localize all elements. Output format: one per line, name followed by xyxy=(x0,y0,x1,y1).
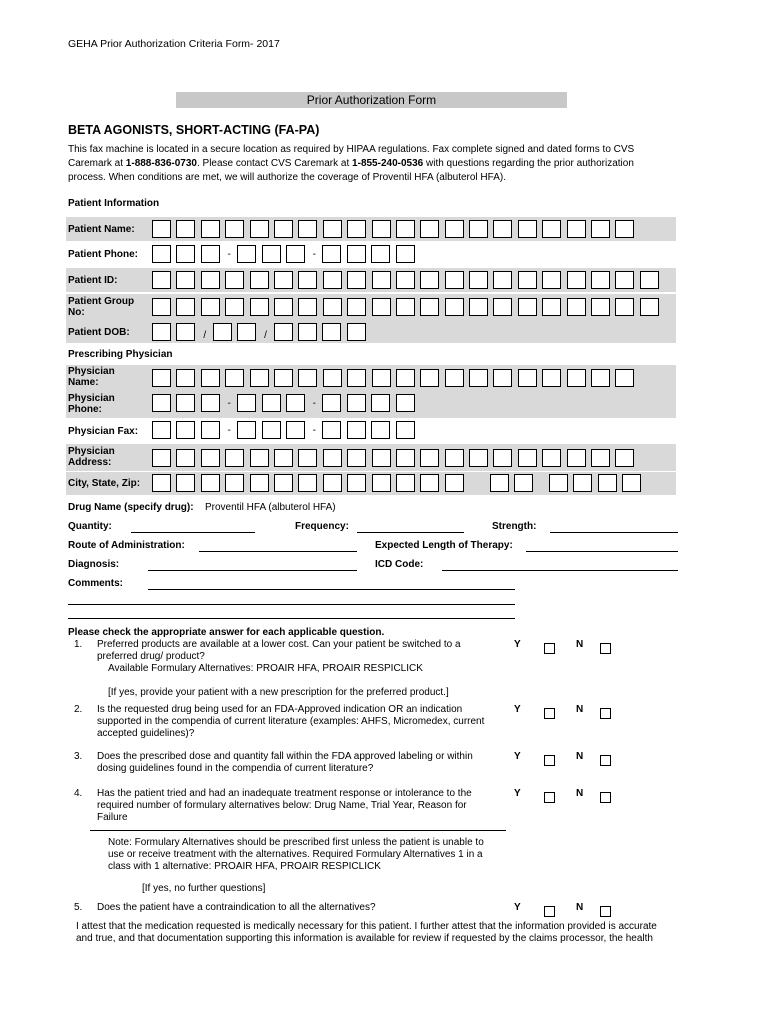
char-box[interactable] xyxy=(445,474,464,492)
fax-number: 1-888-836-0730 xyxy=(125,158,197,169)
char-box[interactable] xyxy=(237,323,256,341)
char-box[interactable] xyxy=(396,271,415,289)
char-box[interactable] xyxy=(549,474,568,492)
physician-phone-row xyxy=(66,391,676,418)
drug-name-label: Drug Name (specify drug): xyxy=(68,502,194,513)
slash-separator: / xyxy=(264,330,267,341)
patient-group-row xyxy=(66,294,676,320)
questions-heading: Please check the appropriate answer for each applicable question. xyxy=(68,627,385,638)
q1-no-checkbox[interactable] xyxy=(600,643,611,654)
q4-no-label: N xyxy=(576,788,584,799)
char-box[interactable] xyxy=(323,298,342,316)
char-box[interactable] xyxy=(201,369,220,387)
char-box[interactable] xyxy=(274,323,293,341)
q4-yes-label: Y xyxy=(514,788,521,799)
char-box[interactable] xyxy=(542,449,561,467)
question-2-text xyxy=(97,704,497,740)
char-box[interactable] xyxy=(152,271,171,289)
char-box[interactable] xyxy=(518,449,537,467)
patient-id-label: Patient ID: xyxy=(68,275,118,286)
patient-group-label-1: Patient Group xyxy=(68,296,135,307)
strength-field[interactable] xyxy=(550,532,678,533)
q3-no-label: N xyxy=(576,751,584,762)
char-box[interactable] xyxy=(445,271,464,289)
char-box[interactable] xyxy=(225,271,244,289)
physician-phone-label-2: Phone: xyxy=(68,404,102,415)
physician-name-boxes[interactable] xyxy=(152,369,640,387)
char-box[interactable] xyxy=(225,474,244,492)
icd-code-field[interactable] xyxy=(442,570,678,571)
q3-yes-label: Y xyxy=(514,751,521,762)
patient-name-boxes[interactable] xyxy=(152,220,640,238)
physician-address-boxes[interactable] xyxy=(152,449,640,467)
char-box[interactable] xyxy=(445,369,464,387)
char-box[interactable] xyxy=(493,220,512,238)
char-box[interactable] xyxy=(323,369,342,387)
char-box[interactable] xyxy=(250,449,269,467)
zip-boxes[interactable] xyxy=(549,474,647,492)
char-box[interactable] xyxy=(250,271,269,289)
char-box[interactable] xyxy=(542,298,561,316)
question-4-note-line-3: class with 1 alternative: PROAIR HFA, PROAIR RESPICLICK xyxy=(108,861,381,872)
char-box[interactable] xyxy=(518,271,537,289)
physician-name-label-2: Name: xyxy=(68,377,99,388)
comments-line-1[interactable] xyxy=(148,589,515,590)
char-box[interactable] xyxy=(201,220,220,238)
char-box[interactable] xyxy=(567,298,586,316)
question-5-text xyxy=(97,902,497,914)
question-1-text xyxy=(97,639,497,675)
physician-address-label xyxy=(68,446,115,468)
char-box[interactable] xyxy=(225,298,244,316)
intro-line-3: process. When conditions are met, we will authorize the coverage of Proventil HFA (albuterol HFA). xyxy=(68,172,506,183)
char-box[interactable] xyxy=(176,323,195,341)
char-box[interactable] xyxy=(201,449,220,467)
char-box[interactable] xyxy=(347,271,366,289)
frequency-label: Frequency: xyxy=(295,521,349,532)
patient-phone-row xyxy=(66,242,676,266)
char-box[interactable] xyxy=(176,449,195,467)
q2-yes-checkbox[interactable] xyxy=(544,708,555,719)
question-4-followup: [If yes, no further questions] xyxy=(142,883,266,894)
char-box[interactable] xyxy=(591,220,610,238)
char-box[interactable] xyxy=(591,449,610,467)
char-box[interactable] xyxy=(298,298,317,316)
char-box[interactable] xyxy=(493,369,512,387)
char-box[interactable] xyxy=(250,369,269,387)
char-box[interactable] xyxy=(323,449,342,467)
char-box[interactable] xyxy=(469,449,488,467)
question-4-line-1: Has the patient tried and had an inadequate treatment response or intolerance to the xyxy=(97,788,472,799)
route-field[interactable] xyxy=(199,551,357,552)
char-box[interactable] xyxy=(396,245,415,263)
char-box[interactable] xyxy=(152,421,171,439)
q5-yes-label: Y xyxy=(514,902,521,913)
dash-separator: - xyxy=(227,397,231,409)
question-2-number: 2. xyxy=(74,704,83,715)
q1-yes-checkbox[interactable] xyxy=(544,643,555,654)
char-box[interactable] xyxy=(250,474,269,492)
question-2-line-1: Is the requested drug being used for an FDA-Approved indication OR an indication xyxy=(97,704,463,715)
form-id-header: GEHA Prior Authorization Criteria Form- 2017 xyxy=(68,38,280,50)
char-box[interactable] xyxy=(420,220,439,238)
char-box[interactable] xyxy=(372,369,391,387)
char-box[interactable] xyxy=(469,369,488,387)
dash-separator: - xyxy=(227,424,231,436)
char-box[interactable] xyxy=(542,369,561,387)
char-box[interactable] xyxy=(396,394,415,412)
physician-fax-boxes[interactable] xyxy=(152,421,420,439)
char-box[interactable] xyxy=(237,421,256,439)
q5-yes-checkbox[interactable] xyxy=(544,906,555,917)
physician-fax-row xyxy=(66,418,676,443)
char-box[interactable] xyxy=(542,271,561,289)
char-box[interactable] xyxy=(323,474,342,492)
char-box[interactable] xyxy=(323,271,342,289)
char-box[interactable] xyxy=(152,220,171,238)
char-box[interactable] xyxy=(396,369,415,387)
char-box[interactable] xyxy=(420,449,439,467)
therapy-length-label: Expected Length of Therapy: xyxy=(375,540,513,551)
char-box[interactable] xyxy=(493,449,512,467)
char-box[interactable] xyxy=(347,449,366,467)
dash-separator: - xyxy=(312,248,317,260)
intro-line-1: This fax machine is located in a secure location as required by HIPAA regulations. Fax complete signed and dated forms to CVS xyxy=(68,144,635,155)
char-box[interactable] xyxy=(298,449,317,467)
patient-id-boxes[interactable] xyxy=(152,271,664,289)
char-box[interactable] xyxy=(469,298,488,316)
question-4-response-line[interactable] xyxy=(90,830,506,831)
char-box[interactable] xyxy=(298,220,317,238)
char-box[interactable] xyxy=(615,271,634,289)
physician-phone-label xyxy=(68,393,115,415)
char-box[interactable] xyxy=(225,220,244,238)
char-box[interactable] xyxy=(396,474,415,492)
question-3-text xyxy=(97,751,497,775)
char-box[interactable] xyxy=(274,449,293,467)
q3-yes-checkbox[interactable] xyxy=(544,755,555,766)
char-box[interactable] xyxy=(201,394,220,412)
char-box[interactable] xyxy=(176,298,195,316)
char-box[interactable] xyxy=(347,245,366,263)
q2-no-checkbox[interactable] xyxy=(600,708,611,719)
char-box[interactable] xyxy=(615,449,634,467)
question-1-number: 1. xyxy=(74,639,83,650)
form-title: BETA AGONISTS, SHORT-ACTING (FA-PA) xyxy=(68,123,320,137)
city-boxes[interactable] xyxy=(152,474,469,492)
char-box[interactable] xyxy=(286,421,305,439)
char-box[interactable] xyxy=(298,474,317,492)
patient-dob-boxes[interactable] xyxy=(152,322,371,341)
char-box[interactable] xyxy=(420,474,439,492)
char-box[interactable] xyxy=(347,323,366,341)
q2-yes-label: Y xyxy=(514,704,521,715)
char-box[interactable] xyxy=(298,369,317,387)
char-box[interactable] xyxy=(176,245,195,263)
physician-name-label xyxy=(68,366,115,388)
char-box[interactable] xyxy=(640,298,659,316)
char-box[interactable] xyxy=(176,421,195,439)
char-box[interactable] xyxy=(262,421,281,439)
char-box[interactable] xyxy=(518,369,537,387)
question-5-line-1: Does the patient have a contraindication to all the alternatives? xyxy=(97,902,376,913)
diagnosis-label: Diagnosis: xyxy=(68,559,120,570)
drug-name-value: Proventil HFA (albuterol HFA) xyxy=(205,502,336,513)
char-box[interactable] xyxy=(396,220,415,238)
q5-no-label: N xyxy=(576,902,584,913)
char-box[interactable] xyxy=(298,323,317,341)
route-label: Route of Administration: xyxy=(68,540,185,551)
intro-text xyxy=(68,143,668,185)
char-box[interactable] xyxy=(152,369,171,387)
q4-yes-checkbox[interactable] xyxy=(544,792,555,803)
comments-line-2[interactable] xyxy=(68,604,515,605)
city-state-zip-row xyxy=(66,472,676,495)
frequency-field[interactable] xyxy=(357,532,464,533)
char-box[interactable] xyxy=(322,323,341,341)
char-box[interactable] xyxy=(573,474,592,492)
char-box[interactable] xyxy=(567,369,586,387)
patient-phone-boxes[interactable] xyxy=(152,245,420,263)
question-1-line-2: preferred drug/ product? xyxy=(97,651,205,662)
char-box[interactable] xyxy=(372,271,391,289)
char-box[interactable] xyxy=(347,298,366,316)
char-box[interactable] xyxy=(371,394,390,412)
char-box[interactable] xyxy=(615,220,634,238)
char-box[interactable] xyxy=(152,245,171,263)
patient-group-label-2: No: xyxy=(68,307,85,318)
attestation-line-1: I attest that the medication requested is medically necessary for this patient. I further attest that the information provided is accurate xyxy=(76,921,657,932)
question-5-number: 5. xyxy=(74,902,83,913)
char-box[interactable] xyxy=(396,421,415,439)
char-box[interactable] xyxy=(518,298,537,316)
question-1-line-1: Preferred products are available at a lower cost. Can your patient be switched to a xyxy=(97,639,461,650)
char-box[interactable] xyxy=(322,421,341,439)
char-box[interactable] xyxy=(176,394,195,412)
attestation-line-2: and true, and that documentation supporting this information is available for review if requested by the claims processor, the health xyxy=(76,933,653,944)
char-box[interactable] xyxy=(274,369,293,387)
char-box[interactable] xyxy=(490,474,509,492)
question-1-note: [If yes, provide your patient with a new prescription for the preferred product.] xyxy=(108,687,449,698)
diagnosis-field[interactable] xyxy=(148,570,357,571)
char-box[interactable] xyxy=(225,369,244,387)
char-box[interactable] xyxy=(176,474,195,492)
char-box[interactable] xyxy=(298,271,317,289)
q1-no-label: N xyxy=(576,639,584,650)
char-box[interactable] xyxy=(347,474,366,492)
city-state-zip-label: City, State, Zip: xyxy=(68,478,141,489)
char-box[interactable] xyxy=(542,220,561,238)
question-4-text xyxy=(97,788,497,824)
char-box[interactable] xyxy=(201,421,220,439)
physician-name-label-1: Physician xyxy=(68,366,115,377)
question-2-line-2: supported in the compendia of current literature (examples: AHFS, Micromedex, current xyxy=(97,716,485,727)
char-box[interactable] xyxy=(518,220,537,238)
comments-line-3[interactable] xyxy=(68,618,515,619)
char-box[interactable] xyxy=(225,449,244,467)
patient-group-boxes[interactable] xyxy=(152,298,664,316)
question-4-note-line-1: Note: Formulary Alternatives should be prescribed first unless the patient is unable to xyxy=(108,837,484,848)
physician-address-label-1: Physician xyxy=(68,446,115,457)
phone-number: 1-855-240-0536 xyxy=(352,158,424,169)
char-box[interactable] xyxy=(213,323,232,341)
char-box[interactable] xyxy=(396,449,415,467)
therapy-length-field[interactable] xyxy=(526,551,678,552)
q1-yes-label: Y xyxy=(514,639,521,650)
char-box[interactable] xyxy=(372,220,391,238)
char-box[interactable] xyxy=(347,421,366,439)
char-box[interactable] xyxy=(371,245,390,263)
char-box[interactable] xyxy=(322,245,341,263)
char-box[interactable] xyxy=(152,449,171,467)
char-box[interactable] xyxy=(514,474,533,492)
char-box[interactable] xyxy=(250,220,269,238)
question-4-line-2: required number of formulary alternatives below: Drug Name, Trial Year, Reason for xyxy=(97,800,467,811)
question-4-note xyxy=(108,837,508,873)
char-box[interactable] xyxy=(250,298,269,316)
char-box[interactable] xyxy=(493,298,512,316)
dash-separator: - xyxy=(227,248,231,260)
char-box[interactable] xyxy=(201,271,220,289)
intro-text-a: Caremark at xyxy=(68,158,126,169)
char-box[interactable] xyxy=(567,271,586,289)
strength-label: Strength: xyxy=(492,521,537,532)
char-box[interactable] xyxy=(274,474,293,492)
char-box[interactable] xyxy=(615,369,634,387)
char-box[interactable] xyxy=(445,449,464,467)
form-banner: Prior Authorization Form xyxy=(176,92,567,108)
char-box[interactable] xyxy=(347,394,366,412)
char-box[interactable] xyxy=(201,474,220,492)
physician-name-row xyxy=(66,365,676,391)
char-box[interactable] xyxy=(274,220,293,238)
char-box[interactable] xyxy=(598,474,617,492)
question-4-line-3: Failure xyxy=(97,812,128,823)
char-box[interactable] xyxy=(469,220,488,238)
char-box[interactable] xyxy=(176,220,195,238)
state-boxes[interactable] xyxy=(490,474,539,492)
char-box[interactable] xyxy=(445,220,464,238)
char-box[interactable] xyxy=(274,271,293,289)
char-box[interactable] xyxy=(372,449,391,467)
icd-code-label: ICD Code: xyxy=(375,559,424,570)
char-box[interactable] xyxy=(152,394,171,412)
q2-no-label: N xyxy=(576,704,584,715)
question-1-alternatives: Available Formulary Alternatives: PROAIR HFA, PROAIR RESPICLICK xyxy=(108,663,423,674)
char-box[interactable] xyxy=(591,298,610,316)
char-box[interactable] xyxy=(237,245,256,263)
q5-no-checkbox[interactable] xyxy=(600,906,611,917)
char-box[interactable] xyxy=(201,298,220,316)
char-box[interactable] xyxy=(493,271,512,289)
physician-address-row xyxy=(66,444,676,471)
char-box[interactable] xyxy=(469,271,488,289)
question-4-note-line-2: use or receive treatment with the alternatives. Required Formulary Alternatives 1 in a xyxy=(108,849,483,860)
char-box[interactable] xyxy=(201,245,220,263)
physician-phone-boxes[interactable] xyxy=(152,394,420,412)
char-box[interactable] xyxy=(347,369,366,387)
physician-address-label-2: Address: xyxy=(68,457,112,468)
question-3-line-2: dosing guidelines found in the compendia of current literature? xyxy=(97,763,374,774)
char-box[interactable] xyxy=(286,394,305,412)
intro-text-b: . Please contact CVS Caremark at xyxy=(196,158,353,169)
physician-phone-label-1: Physician xyxy=(68,393,115,404)
patient-group-label xyxy=(68,296,134,318)
char-box[interactable] xyxy=(420,298,439,316)
char-box[interactable] xyxy=(591,271,610,289)
char-box[interactable] xyxy=(274,298,293,316)
patient-dob-label: Patient DOB: xyxy=(68,327,130,338)
char-box[interactable] xyxy=(347,220,366,238)
question-2-line-3: accepted guidelines)? xyxy=(97,728,195,739)
slash-separator: / xyxy=(203,330,207,341)
char-box[interactable] xyxy=(371,421,390,439)
char-box[interactable] xyxy=(420,271,439,289)
question-3-line-1: Does the prescribed dose and quantity fall within the FDA approved labeling or within xyxy=(97,751,473,762)
char-box[interactable] xyxy=(372,298,391,316)
attestation xyxy=(76,921,696,945)
char-box[interactable] xyxy=(152,323,171,341)
question-4-number: 4. xyxy=(74,788,83,799)
char-box[interactable] xyxy=(176,369,195,387)
char-box[interactable] xyxy=(567,449,586,467)
char-box[interactable] xyxy=(622,474,641,492)
question-3-number: 3. xyxy=(74,751,83,762)
patient-section-heading: Patient Information xyxy=(68,198,160,209)
dash-separator: - xyxy=(312,397,317,409)
physician-section-heading: Prescribing Physician xyxy=(68,349,173,360)
patient-name-label: Patient Name: xyxy=(68,224,135,235)
char-box[interactable] xyxy=(615,298,634,316)
quantity-field[interactable] xyxy=(131,532,255,533)
patient-phone-label: Patient Phone: xyxy=(68,249,139,260)
patient-dob-row xyxy=(66,320,676,343)
char-box[interactable] xyxy=(591,369,610,387)
char-box[interactable] xyxy=(176,271,195,289)
comments-label: Comments: xyxy=(68,578,124,589)
char-box[interactable] xyxy=(262,245,281,263)
char-box[interactable] xyxy=(420,369,439,387)
char-box[interactable] xyxy=(567,220,586,238)
char-box[interactable] xyxy=(262,394,281,412)
dash-separator: - xyxy=(312,424,317,436)
char-box[interactable] xyxy=(323,220,342,238)
intro-line-2 xyxy=(68,157,668,171)
patient-id-row xyxy=(66,268,676,292)
char-box[interactable] xyxy=(322,394,341,412)
char-box[interactable] xyxy=(152,474,171,492)
q4-no-checkbox[interactable] xyxy=(600,792,611,803)
char-box[interactable] xyxy=(640,271,659,289)
physician-fax-label: Physician Fax: xyxy=(68,426,139,437)
char-box[interactable] xyxy=(372,474,391,492)
char-box[interactable] xyxy=(286,245,305,263)
char-box[interactable] xyxy=(445,298,464,316)
quantity-label: Quantity: xyxy=(68,521,112,532)
char-box[interactable] xyxy=(237,394,256,412)
intro-text-c: with questions regarding the prior authorization xyxy=(423,158,634,169)
q3-no-checkbox[interactable] xyxy=(600,755,611,766)
char-box[interactable] xyxy=(152,298,171,316)
char-box[interactable] xyxy=(396,298,415,316)
patient-name-row xyxy=(66,217,676,241)
